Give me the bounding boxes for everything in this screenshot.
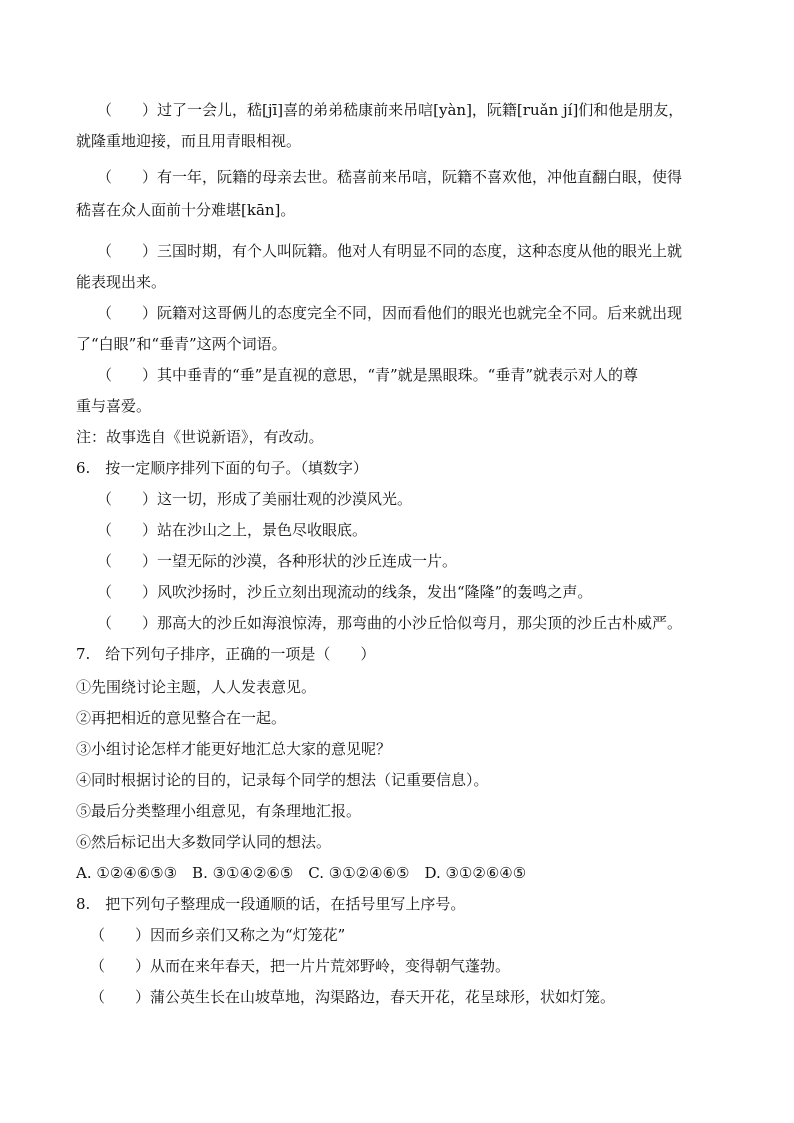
q7-item-6: ⑥然后标记出大多数同学认同的想法。 bbox=[76, 833, 332, 851]
story-item-1-line1: （ ）过了一会儿，嵇[jī]喜的弟弟嵇康前来吊唁[yàn]，阮籍[ruǎn jí]们和他是朋友， bbox=[97, 101, 684, 119]
story-item-2-line1: （ ）有一年，阮籍的母亲去世。嵇喜前来吊唁，阮籍不喜欢他，冲他直翻白眼，使得 bbox=[97, 168, 683, 186]
q6-title: 6. 按一定顺序排列下面的句子。（填数字） bbox=[76, 459, 368, 477]
q7-item-4: ④同时根据讨论的目的，记录每个同学的想法（记重要信息）。 bbox=[76, 771, 489, 789]
q7-item-2: ②再把相近的意见整合在一起。 bbox=[76, 709, 287, 727]
q8-item-1: （ ）因而乡亲们又称之为“灯笼花” bbox=[90, 926, 346, 944]
q7-item-1: ①先围绕讨论主题，人人发表意见。 bbox=[76, 678, 317, 696]
story-item-3-line2: 能表现出来。 bbox=[76, 273, 167, 291]
q6-item-4: （ ）风吹沙扬时，沙丘立刻出现流动的线条，发出“隆隆”的轰鸣之声。 bbox=[97, 583, 593, 601]
q7-item-5: ⑤最后分类整理小组意见，有条理地汇报。 bbox=[76, 802, 362, 820]
q8-item-2: （ ）从而在来年春天，把一片片荒郊野岭，变得朝气蓬勃。 bbox=[90, 957, 511, 975]
story-item-2-line2: 嵇喜在众人面前十分难堪[kān]。 bbox=[76, 201, 296, 219]
q6-item-1: （ ）这一切，形成了美丽壮观的沙漠风光。 bbox=[97, 490, 413, 508]
story-item-3-line1: （ ）三国时期，有个人叫阮籍。他对人有明显不同的态度，这种态度从他的眼光上就 bbox=[97, 242, 683, 260]
q8-item-3: （ ）蒲公英生长在山坡草地，沟渠路边，春天开花，花呈球形，状如灯笼。 bbox=[90, 988, 616, 1006]
story-item-4-line1: （ ）阮籍对这哥俩儿的态度完全不同，因而看他们的眼光也就完全不同。后来就出现 bbox=[97, 304, 683, 322]
story-item-4-line2: 了“白眼”和“垂青”这两个词语。 bbox=[76, 335, 287, 353]
q7-options: A. ①②④⑥⑤③ B. ③①④②⑥⑤ C. ③①②④⑥⑤ D. ③①②⑥④⑤ bbox=[76, 864, 527, 882]
story-item-5-line2: 重与喜爱。 bbox=[76, 397, 152, 415]
story-note: 注：故事选自《世说新语》，有改动。 bbox=[76, 428, 324, 446]
q6-item-3: （ ）一望无际的沙漠，各种形状的沙丘连成一片。 bbox=[97, 552, 458, 570]
story-item-1-line2: 就隆重地迎接，而且用青眼相视。 bbox=[76, 132, 302, 150]
story-item-5-line1: （ ）其中垂青的“垂”是直视的意思，“青”就是黑眼珠。“垂青”就表示对人的尊 bbox=[97, 366, 639, 384]
q7-item-3: ③小组讨论怎样才能更好地汇总大家的意见呢？ bbox=[76, 740, 392, 758]
q6-item-2: （ ）站在沙山之上，景色尽收眼底。 bbox=[97, 521, 368, 539]
q7-title: 7. 给下列句子排序，正确的一项是（ ） bbox=[76, 645, 376, 663]
q6-item-5: （ ）那高大的沙丘如海浪惊涛，那弯曲的小沙丘恰似弯月，那尖顶的沙丘古朴威严。 bbox=[97, 614, 683, 632]
q8-title: 8. 把下列句子整理成一段通顺的话，在括号里写上序号。 bbox=[76, 895, 466, 913]
